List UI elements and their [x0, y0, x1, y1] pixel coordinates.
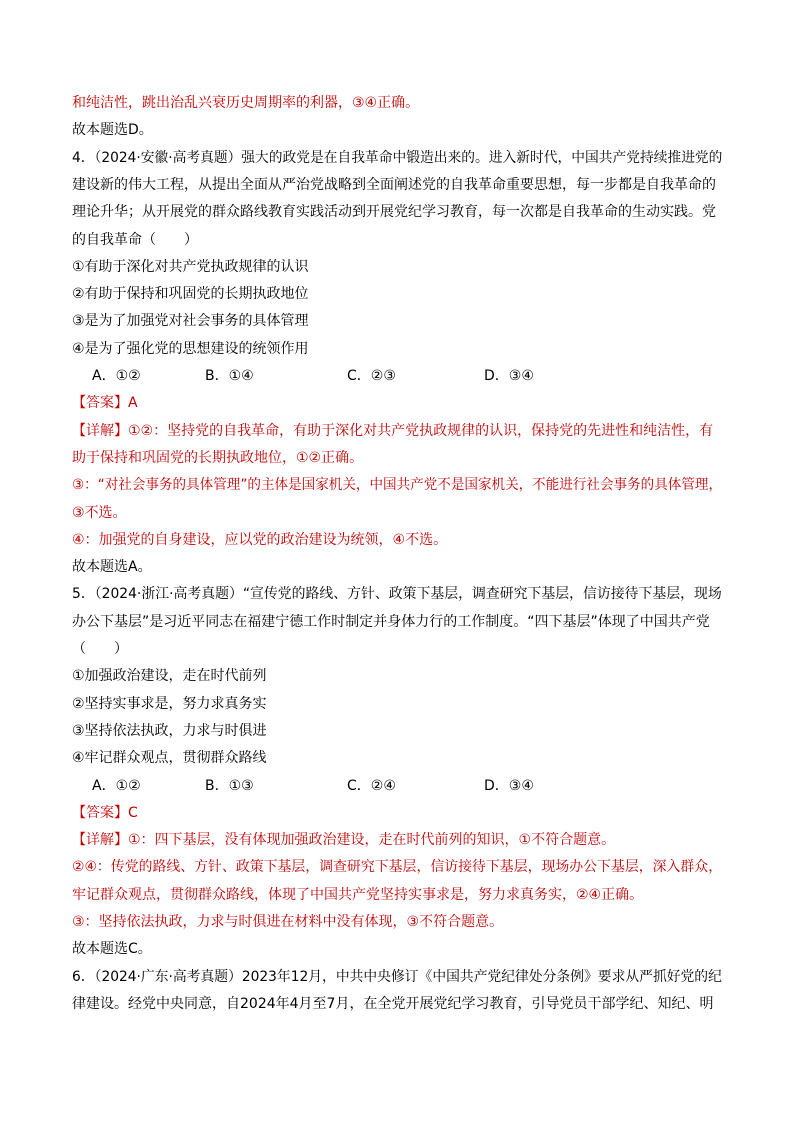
option-a: A．①② — [92, 368, 141, 384]
prev-answer-line: 故本题选D。 — [72, 122, 153, 139]
prev-answer-line: 和纯洁性，跳出治乱兴衰历史周期率的利器，③④正确。 — [72, 95, 420, 111]
question-5-detail: 牢记群众观点，贯彻群众路线，体现了中国共产党坚持实事求是，努力求真务实，②④正确。 — [72, 886, 644, 903]
question-4-detail: ③：“对社会事务的具体管理”的主体是国家机关，中国共产党不是国家机关，不能进行社会事务的具体管理， — [72, 477, 723, 494]
question-5-detail: ③：坚持依法执政，力求与时俱进在材料中没有体现，③不符合题意。 — [72, 914, 504, 930]
question-4-detail: 【详解】①②：坚持党的自我革命，有助于深化对共产党执政规律的认识，保持党的先进性和纯洁性，有 — [72, 422, 714, 439]
question-5-item: ③坚持依法执政，力求与时俱进 — [72, 722, 267, 739]
question-6-stem: 律建设。经党中央同意，自2024年4月至7月，在全党开展党纪学习教育，引导党员干部学纪、知纪、明 — [72, 995, 714, 1012]
option-d: D．③④ — [484, 368, 534, 384]
question-4-item: ④是为了强化党的思想建设的统领作用 — [72, 340, 309, 357]
question-6-stem: 6．（2024·广东·高考真题）2023年12月，中共中央修订《中国共产党纪律处分条例》要求从严抓好党的纪 — [72, 968, 722, 985]
question-4-detail: ③不选。 — [72, 504, 127, 521]
question-4-stem: 4．（2024·安徽·高考真题）强大的政党是在自我革命中锻造出来的。进入新时代，中国共产党持续推进党的 — [72, 149, 723, 166]
question-4-stem: 理论升华；从开展党的群众路线教育实践活动到开展党纪学习教育，每一次都是自我革命的生动实践。党 — [72, 204, 716, 221]
question-5-stem: （ ） — [72, 641, 128, 657]
option-b: B．①④ — [205, 368, 254, 384]
question-4-item: ②有助于保持和巩固党的长期执政地位 — [72, 286, 309, 303]
option-d: D．③④ — [484, 777, 534, 794]
question-4-stem: 的自我革命（ ） — [72, 231, 198, 248]
question-5-detail: ②④：传党的路线、方针、政策下基层，调查研究下基层，信访接待下基层，现场办公下基层，深入群众， — [72, 859, 723, 876]
question-5-detail: 故本题选C。 — [72, 941, 152, 958]
question-5-stem: 办公下基层”是习近平同志在福建宁德工作时制定并身体力行的工作制度。“四下基层”体现了中国共产党 — [72, 613, 710, 630]
question-5-detail: 【详解】①：四下基层，没有体现加强政治建设，走在时代前列的知识，①不符合题意。 — [72, 832, 616, 849]
option-a: A．①② — [92, 777, 141, 794]
question-5-item: ④牢记群众观点，贯彻群众路线 — [72, 750, 267, 767]
question-5-item: ②坚持实事求是，努力求真务实 — [72, 695, 267, 712]
question-4-item: ③是为了加强党对社会事务的具体管理 — [72, 313, 309, 330]
question-5-item: ①加强政治建设，走在时代前列 — [72, 668, 267, 685]
question-4-item: ①有助于深化对共产党执政规律的认识 — [72, 258, 309, 275]
question-4-detail: 故本题选A。 — [72, 559, 152, 576]
question-4-stem: 建设新的伟大工程，从提出全面从严治党战略到全面阐述党的自我革命重要思想，每一步都是自我革命的 — [72, 176, 716, 193]
question-5-stem: 5．（2024·浙江·高考真题）“宣传党的路线、方针、政策下基层，调查研究下基层，信访接待下基层，现场 — [72, 586, 722, 603]
question-4-answer: 【答案】A — [72, 395, 138, 412]
option-c: C．②③ — [347, 368, 396, 384]
question-5-answer: 【答案】C — [72, 804, 138, 821]
option-c: C．②④ — [347, 777, 396, 794]
question-4-detail: 助于保持和巩固党的长期执政地位，①②正确。 — [72, 449, 364, 466]
option-b: B．①③ — [205, 777, 254, 794]
question-4-detail: ④：加强党的自身建设，应以党的政治建设为统领，④不选。 — [72, 531, 448, 548]
